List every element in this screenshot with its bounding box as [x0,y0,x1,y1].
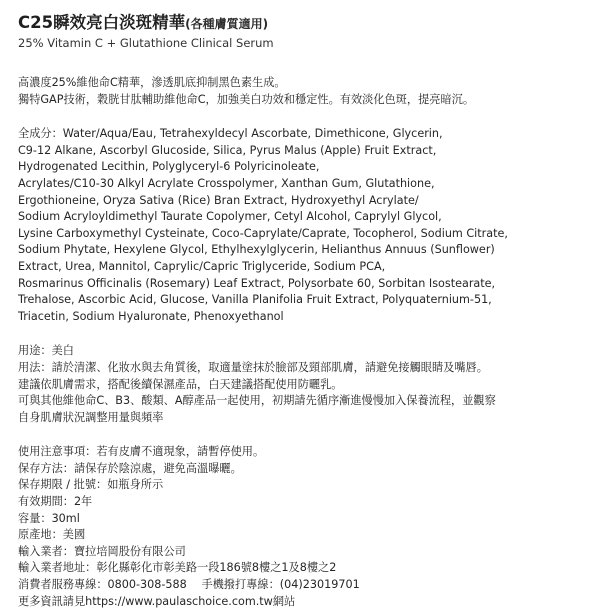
service-hotlines: 消費者服務專線：0800-308-588 手機撥打專線：(04)23019701 [18,578,360,592]
ingredients-line: Lysine Carboxymethyl Cysteinate, Coco-Caprylate/Caprate, Tocopherol, Sodium Citrate, [18,226,508,240]
usage-line: 自身肌膚狀況調整用量與頻率 [18,410,164,424]
shelf-life-batch: 保存期限 / 批號：如瓶身所示 [18,478,164,492]
importer-address: 輸入業者地址：彰化縣彰化市彰美路一段186號8樓之1及8樓之2 [18,561,337,575]
volume: 容量：30ml [18,511,80,525]
ingredients-line: Acrylates/C10-30 Alkyl Acrylate Crosspolymer, Xanthan Gum, Glutathione, [18,176,435,190]
ingredients-line: Extract, Urea, Mannitol, Caprylic/Capric Triglyceride, Sodium PCA, [18,259,386,273]
intro-line: 高濃度25%維他命C精華，滲透肌底抑制黑色素生成。 [18,76,286,89]
importer: 輸入業者：寶拉培岡股份有限公司 [18,544,186,558]
product-details-section [18,444,592,610]
usage-line: 可與其他維他命C、B3、酸類、A醇產品一起使用，初期請先循序漸進慢慢加入保養流程，並觀察 [18,394,496,408]
ingredients-line: Triacetin, Sodium Hyaluronate, Phenoxyethanol [18,309,284,323]
website-info: 更多資訊請見https://www.paulaschoice.com.tw網站 [18,594,296,608]
usage-line: 用法：請於清潔、化妝水與去角質後，取適量塗抹於臉部及頸部肌膚，請避免接觸眼睛及嘴唇。 [18,360,488,374]
product-title: C25瞬效亮白淡斑精華 [18,13,186,32]
intro-section [18,75,592,108]
usage-line: 建議依肌膚需求，搭配後續保濕產品，白天建議搭配使用防曬乳。 [18,377,343,391]
precautions: 使用注意事項：若有皮膚不適現象，請暫停使用。 [18,445,265,459]
ingredients-line: Hydrogenated Lecithin, Polyglyceryl-6 Polyricinoleate, [18,160,320,174]
ingredients-line: Ergothioneine, Oryza Sativa (Rice) Bran Extract, Hydroxyethyl Acrylate/ [18,193,419,207]
ingredients-line: Sodium Acryloyldimethyl Taurate Copolymer, Cetyl Alcohol, Caprylyl Glycol, [18,210,442,224]
usage-section [18,343,592,426]
storage-method: 保存方法：請保存於陰涼處，避免高溫曝曬。 [18,461,242,475]
validity-period: 有效期間：2年 [18,495,93,509]
product-title-row [18,12,592,35]
intro-line: 獨特GAP技術，穀胱甘肽輔助維他命C，加強美白功效和穩定性。有效淡化色斑，提亮暗沉。 [18,92,475,106]
ingredients-line: Rosmarinus Officinalis (Rosemary) Leaf Extract, Polysorbate 60, Sorbitan Isostearate, [18,276,496,290]
ingredients-section [18,126,592,325]
ingredients-line: 全成分：Water/Aqua/Eau, Tetrahexyldecyl Ascorbate, Dimethicone, Glycerin, [18,127,443,141]
product-subtitle: 25% Vitamin C + Glutathione Clinical Serum [18,36,274,50]
skin-type-note: (各種膚質適用) [185,17,269,31]
ingredients-line: C9-12 Alkane, Ascorbyl Glucoside, Silica, Pyrus Malus (Apple) Fruit Extract, [18,143,437,157]
usage-purpose: 用途：美白 [18,344,74,358]
country-of-origin: 原產地：美國 [18,528,86,542]
ingredients-line: Sodium Phytate, Hexylene Glycol, Ethylhexylglycerin, Helianthus Annuus (Sunflower) [18,243,495,257]
ingredients-line: Trehalose, Ascorbic Acid, Glucose, Vanilla Planifolia Fruit Extract, Polyquaternium-51, [18,293,492,307]
